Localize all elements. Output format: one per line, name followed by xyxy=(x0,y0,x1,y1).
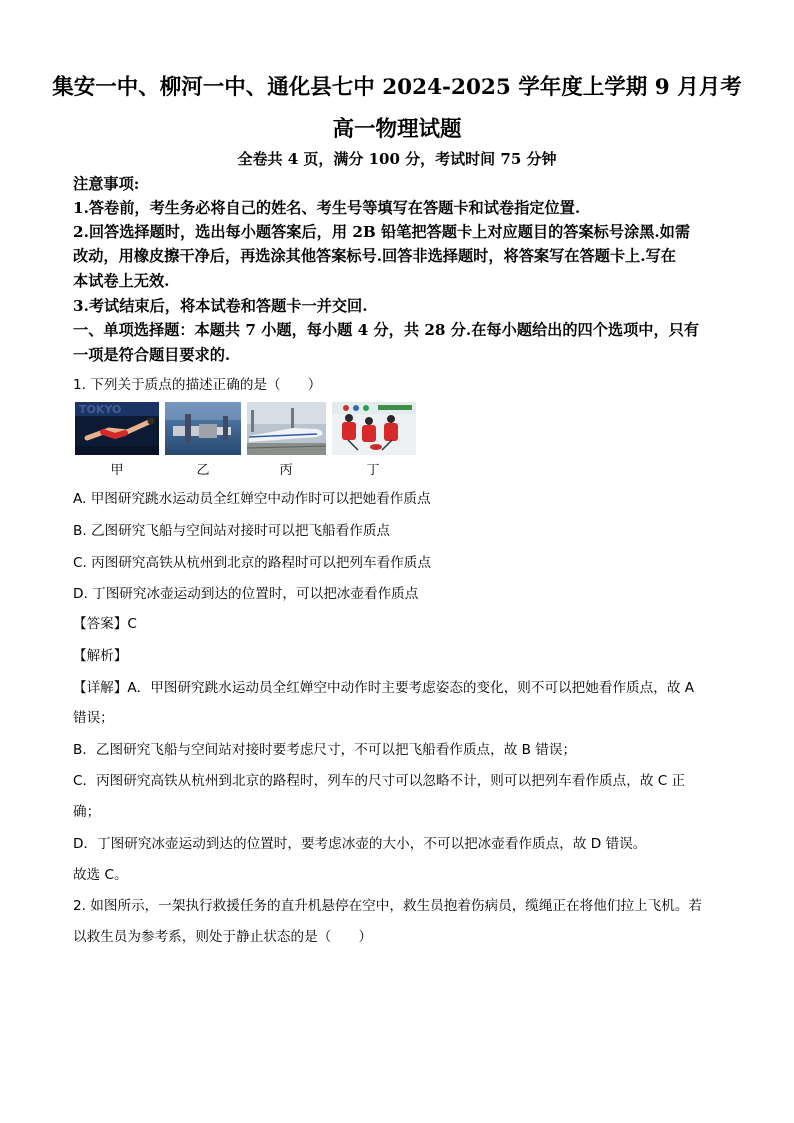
question-2-stem-cont: 以救生员为参考系，则处于静止状态的是（ ） xyxy=(73,929,373,945)
photo-caption: 丙 xyxy=(279,463,293,478)
analysis-tag: 【解析】 xyxy=(73,648,128,664)
detail-line: D．丁图研究冰壶运动到达的位置时，要考虑冰壶的大小，不可以把冰壶看作质点，故 D 错误。 xyxy=(73,836,647,852)
photo-caption: 丁 xyxy=(366,463,380,478)
option-c: C. 丙图研究高铁从杭州到北京的路程时可以把列车看作质点 xyxy=(73,555,431,571)
detail-line: B．乙图研究飞船与空间站对接时要考虑尺寸，不可以把飞船看作质点，故 B 错误； xyxy=(73,742,577,758)
section-heading: 一、单项选择题：本题共 7 小题，每小题 4 分，共 28 分.在每小题给出的四个选项中，只有 xyxy=(73,321,700,339)
detail-line: 确； xyxy=(73,804,101,820)
notice-heading: 注意事项: xyxy=(73,175,140,193)
photo-diver xyxy=(75,402,159,455)
answer-line xyxy=(73,612,137,632)
exam-info: 全卷共 4 页，满分 100 分，考试时间 75 分钟 xyxy=(237,150,557,168)
detail-line: C．丙图研究高铁从杭州到北京的路程时，列车的尺寸可以忽略不计，则可以把列车看作质点，故 C 正 xyxy=(73,773,686,789)
detail-tag: 【详解】 xyxy=(73,680,128,696)
photo-overlay-text: TOKYO xyxy=(79,403,122,416)
detail-line: 故选 C。 xyxy=(73,867,128,883)
option-a: A. 甲图研究跳水运动员全红婵空中动作时可以把她看作质点 xyxy=(73,491,431,507)
photo-train xyxy=(247,402,326,455)
photo-curling xyxy=(332,402,416,455)
notice-item: 2.回答选择题时，选出每小题答案后，用 2B 铅笔把答题卡上对应题目的答案标号涂黑.如需 xyxy=(73,223,691,241)
exam-title: 集安一中、柳河一中、通化县七中 2024-2025 学年度上学期 9 月月考 xyxy=(52,75,742,100)
section-heading-cont: 一项是符合题目要求的. xyxy=(73,346,231,364)
detail-text: A．甲图研究跳水运动员全红婵空中动作时主要考虑姿态的变化，则不可以把她看作质点，故 A xyxy=(127,680,695,696)
photo-caption: 乙 xyxy=(196,463,210,478)
exam-subtitle: 高一物理试题 xyxy=(332,117,462,142)
answer-tag: 【答案】 xyxy=(73,616,128,632)
detail-line xyxy=(73,676,694,696)
photo-caption: 甲 xyxy=(110,463,124,478)
answer-value: C xyxy=(127,616,137,632)
notice-item: 3.考试结束后，将本试卷和答题卡一并交回. xyxy=(73,297,368,315)
question-2-stem: 2. 如图所示，一架执行救援任务的直升机悬停在空中，救生员抱着伤病员，缆绳正在将他们拉上飞机。若 xyxy=(73,898,703,914)
notice-item: 改动，用橡皮擦干净后，再选涂其他答案标号.回答非选择题时，将答案写在答题卡上.写在 xyxy=(73,247,676,265)
photo-spacecraft xyxy=(165,402,241,455)
question-1-stem: 1. 下列关于质点的描述正确的是（ ） xyxy=(73,377,322,393)
notice-item: 本试卷上无效. xyxy=(73,272,170,290)
detail-line: 错误； xyxy=(73,710,114,726)
notice-item: 1.答卷前，考生务必将自己的姓名、考生号等填写在答题卡和试卷指定位置. xyxy=(73,199,581,217)
option-b: B. 乙图研究飞船与空间站对接时可以把飞船看作质点 xyxy=(73,523,391,539)
option-d: D. 丁图研究冰壶运动到达的位置时，可以把冰壶看作质点 xyxy=(73,586,419,602)
